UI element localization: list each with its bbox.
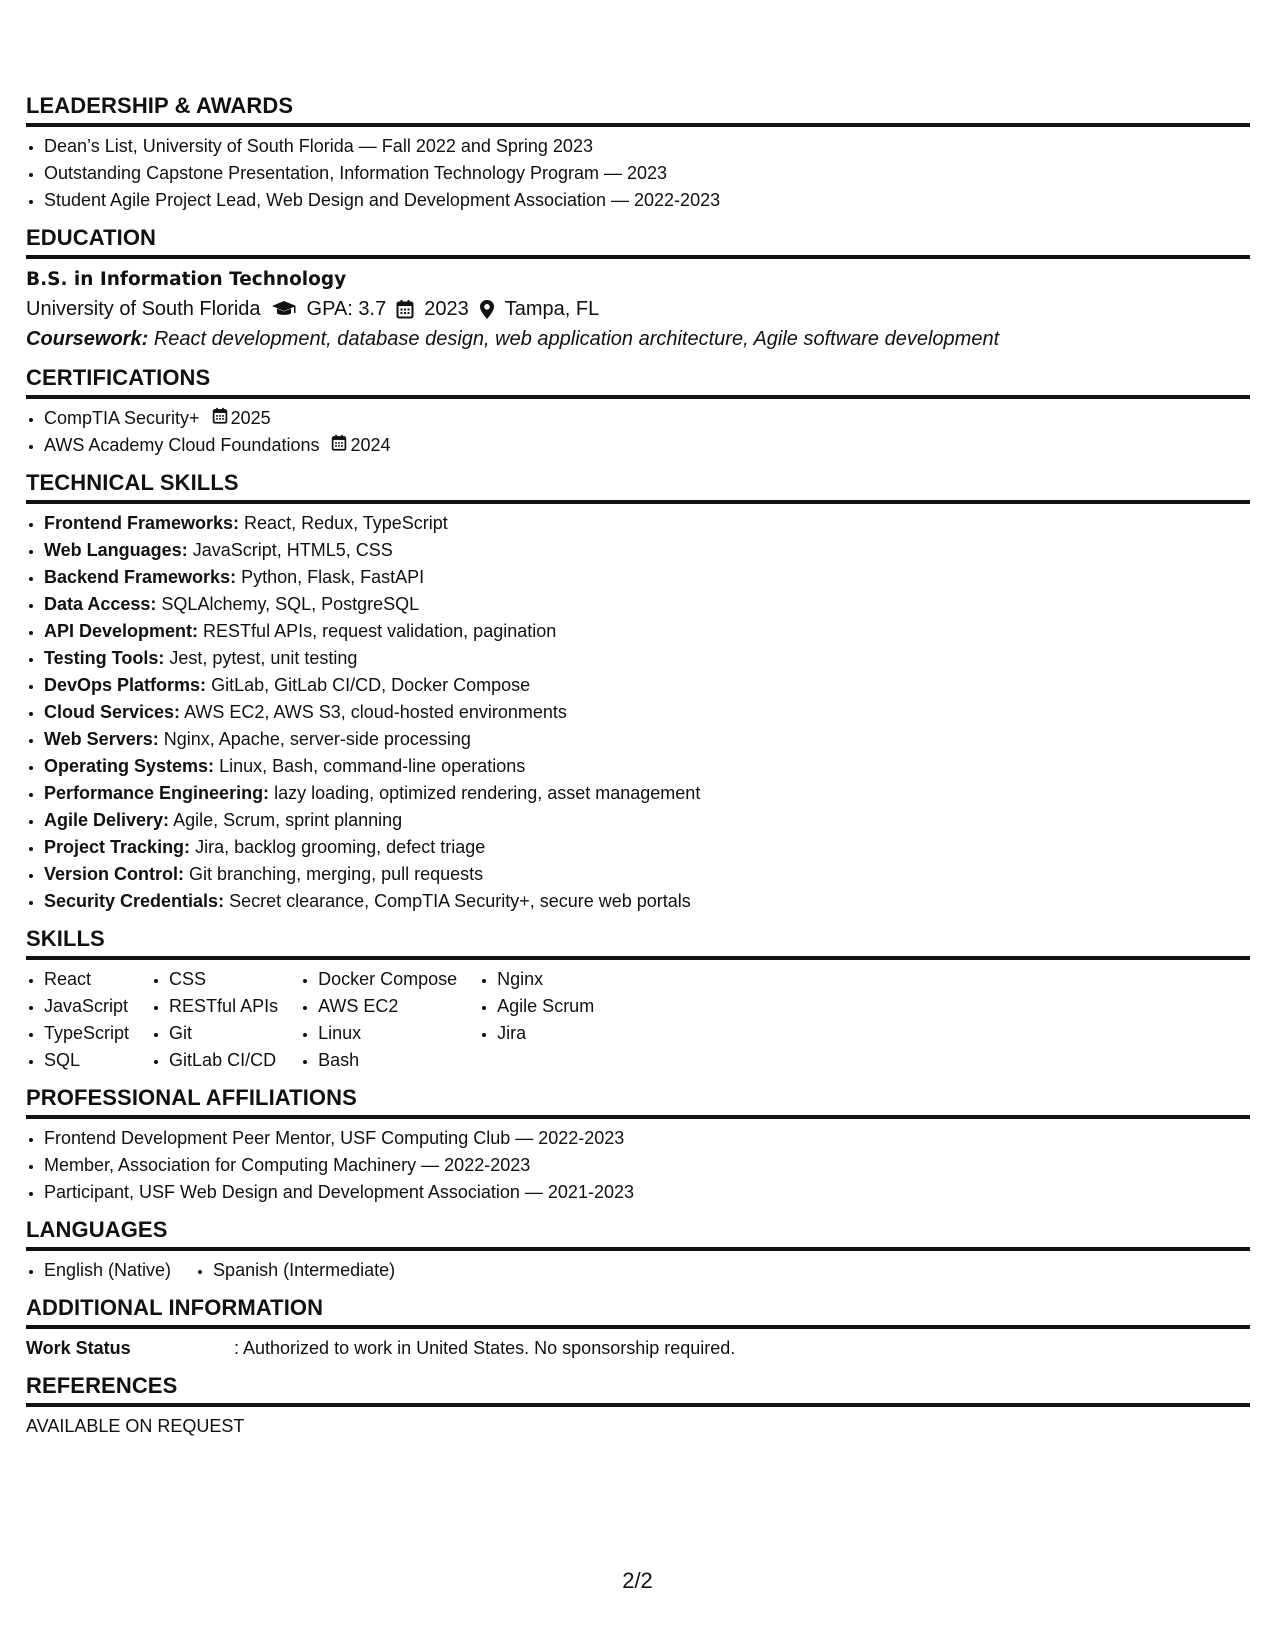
coursework-label: Coursework: bbox=[26, 328, 149, 350]
skill-item: • RESTful APIs bbox=[169, 993, 278, 1020]
skill-item: • CSS bbox=[169, 966, 278, 993]
calendar-icon bbox=[396, 299, 414, 319]
skill-item: • JavaScript bbox=[44, 993, 129, 1020]
certification-year: 2025 bbox=[230, 408, 271, 428]
skill-item: • AWS EC2 bbox=[318, 993, 457, 1020]
skill-item: • Git bbox=[169, 1020, 278, 1047]
skill-value: Agile, Scrum, sprint planning bbox=[173, 810, 403, 830]
references-section bbox=[26, 1372, 1250, 1440]
certification-year: 2024 bbox=[350, 435, 391, 455]
section-title-additional-info: ADDITIONAL INFORMATION bbox=[26, 1295, 324, 1320]
section-title-technical-skills: TECHNICAL SKILLS bbox=[26, 470, 239, 495]
skill-value: Nginx, Apache, server-side processing bbox=[163, 729, 471, 749]
location: Tampa, FL bbox=[504, 298, 600, 320]
location-pin-icon bbox=[479, 299, 495, 320]
list-item bbox=[44, 726, 1250, 753]
section-title-certifications: CERTIFICATIONS bbox=[26, 365, 211, 390]
skill-label: API Development: bbox=[44, 621, 199, 641]
skill-item: • Agile Scrum bbox=[497, 993, 594, 1020]
affiliations-section bbox=[26, 1084, 1250, 1206]
section-divider bbox=[26, 123, 1250, 127]
coursework-text: React development, database design, web application architecture, Agile software development bbox=[153, 328, 1000, 350]
certification-item bbox=[44, 432, 1250, 459]
languages-row bbox=[26, 1257, 1250, 1284]
degree: B.S. in Information Technology bbox=[26, 269, 347, 290]
skill-item: • Jira bbox=[497, 1020, 594, 1047]
education-section bbox=[26, 224, 1250, 354]
school-name: University of South Florida bbox=[26, 298, 261, 320]
skill-label: Data Access: bbox=[44, 594, 157, 614]
skill-item: • GitLab CI/CD bbox=[169, 1047, 278, 1074]
skill-value: Jira, backlog grooming, defect triage bbox=[195, 837, 486, 857]
skill-label: Web Languages: bbox=[44, 540, 188, 560]
education-details bbox=[26, 294, 1250, 324]
leadership-list bbox=[26, 133, 1250, 214]
list-item bbox=[44, 564, 1250, 591]
graduation-cap-icon bbox=[271, 300, 297, 318]
work-status-label: Work Status bbox=[26, 1338, 131, 1358]
section-divider bbox=[26, 1115, 1250, 1119]
skill-item: • Docker Compose bbox=[318, 966, 457, 993]
language-item: • English (Native) bbox=[44, 1257, 171, 1284]
work-status-row bbox=[26, 1335, 1250, 1362]
skill-value: AWS EC2, AWS S3, cloud-hosted environments bbox=[184, 702, 567, 722]
skill-label: Project Tracking: bbox=[44, 837, 191, 857]
gpa: GPA: 3.7 bbox=[306, 298, 387, 320]
skill-label: Testing Tools: bbox=[44, 648, 165, 668]
list-item: • Participant, USF Web Design and Development Association — 2021-2023 bbox=[44, 1179, 1250, 1206]
list-item: • Outstanding Capstone Presentation, Information Technology Program — 2023 bbox=[44, 160, 1250, 187]
skills-column bbox=[26, 966, 129, 1074]
technical-skills-section bbox=[26, 469, 1250, 915]
section-divider bbox=[26, 1325, 1250, 1329]
skill-item: • TypeScript bbox=[44, 1020, 129, 1047]
skill-label: Version Control: bbox=[44, 864, 185, 884]
list-item: • Student Agile Project Lead, Web Design and Development Association — 2022-2023 bbox=[44, 187, 1250, 214]
section-title-leadership: LEADERSHIP & AWARDS bbox=[26, 93, 294, 118]
leadership-section bbox=[26, 92, 1250, 214]
skill-value: lazy loading, optimized rendering, asset management bbox=[274, 783, 701, 803]
affiliations-list bbox=[26, 1125, 1250, 1206]
work-status-value: : Authorized to work in United States. No sponsorship required. bbox=[234, 1338, 736, 1358]
calendar-icon bbox=[331, 432, 350, 459]
skill-label: Agile Delivery: bbox=[44, 810, 170, 830]
skill-item: • React bbox=[44, 966, 129, 993]
language-list bbox=[195, 1257, 395, 1284]
certifications-section bbox=[26, 364, 1250, 459]
section-divider bbox=[26, 500, 1250, 504]
skills-column bbox=[479, 966, 594, 1074]
list-item bbox=[44, 537, 1250, 564]
section-divider bbox=[26, 1247, 1250, 1251]
list-item: • Frontend Development Peer Mentor, USF Computing Club — 2022-2023 bbox=[44, 1125, 1250, 1152]
section-divider bbox=[26, 395, 1250, 399]
skill-label: Performance Engineering: bbox=[44, 783, 270, 803]
list-item bbox=[44, 780, 1250, 807]
list-item bbox=[44, 861, 1250, 888]
language-item: • Spanish (Intermediate) bbox=[213, 1257, 395, 1284]
references-text: AVAILABLE ON REQUEST bbox=[26, 1416, 245, 1436]
skill-label: Frontend Frameworks: bbox=[44, 513, 240, 533]
skill-value: GitLab, GitLab CI/CD, Docker Compose bbox=[211, 675, 531, 695]
list-item bbox=[44, 807, 1250, 834]
skill-value: Python, Flask, FastAPI bbox=[241, 567, 425, 587]
skills-section bbox=[26, 925, 1250, 1074]
section-title-languages: LANGUAGES bbox=[26, 1217, 168, 1242]
section-divider bbox=[26, 1403, 1250, 1407]
skill-item: • SQL bbox=[44, 1047, 129, 1074]
skill-label: Operating Systems: bbox=[44, 756, 215, 776]
skills-column bbox=[300, 966, 457, 1074]
certification-item bbox=[44, 405, 1250, 432]
list-item: • Dean’s List, University of South Florida — Fall 2022 and Spring 2023 bbox=[44, 133, 1250, 160]
skill-value: Git branching, merging, pull requests bbox=[189, 864, 484, 884]
skill-value: Linux, Bash, command-line operations bbox=[219, 756, 526, 776]
skill-label: Web Servers: bbox=[44, 729, 159, 749]
section-divider bbox=[26, 956, 1250, 960]
skill-item: • Linux bbox=[318, 1020, 457, 1047]
skill-value: SQLAlchemy, SQL, PostgreSQL bbox=[161, 594, 420, 614]
graduation-year: 2023 bbox=[424, 298, 469, 320]
skill-value: JavaScript, HTML5, CSS bbox=[192, 540, 393, 560]
languages-section bbox=[26, 1216, 1250, 1284]
section-title-references: REFERENCES bbox=[26, 1373, 178, 1398]
list-item bbox=[44, 672, 1250, 699]
list-item bbox=[44, 753, 1250, 780]
section-divider bbox=[26, 255, 1250, 259]
skill-label: Security Credentials: bbox=[44, 891, 225, 911]
list-item bbox=[44, 618, 1250, 645]
skills-column bbox=[151, 966, 278, 1074]
coursework bbox=[26, 324, 1250, 354]
section-title-education: EDUCATION bbox=[26, 225, 157, 250]
section-title-affiliations: PROFESSIONAL AFFILIATIONS bbox=[26, 1085, 357, 1110]
skill-value: Secret clearance, CompTIA Security+, secure web portals bbox=[229, 891, 691, 911]
additional-info-section bbox=[26, 1294, 1250, 1362]
language-list bbox=[26, 1257, 171, 1284]
list-item bbox=[44, 699, 1250, 726]
certification-name: CompTIA Security+ bbox=[44, 408, 200, 428]
skill-label: Backend Frameworks: bbox=[44, 567, 237, 587]
skill-label: DevOps Platforms: bbox=[44, 675, 207, 695]
calendar-icon bbox=[212, 405, 231, 432]
skill-value: RESTful APIs, request validation, pagination bbox=[203, 621, 557, 641]
list-item bbox=[44, 645, 1250, 672]
skills-grid bbox=[26, 966, 1250, 1074]
skill-value: Jest, pytest, unit testing bbox=[169, 648, 358, 668]
list-item bbox=[44, 834, 1250, 861]
skill-item: • Nginx bbox=[497, 966, 594, 993]
list-item: • Member, Association for Computing Machinery — 2022-2023 bbox=[44, 1152, 1250, 1179]
skill-item: • Bash bbox=[318, 1047, 457, 1074]
certification-name: AWS Academy Cloud Foundations bbox=[44, 435, 320, 455]
list-item bbox=[44, 591, 1250, 618]
certifications-list bbox=[26, 405, 1250, 459]
resume-page bbox=[26, 92, 1250, 1450]
skill-value: React, Redux, TypeScript bbox=[244, 513, 448, 533]
section-title-skills: SKILLS bbox=[26, 926, 105, 951]
page-number: 2/2 bbox=[622, 1568, 653, 1593]
list-item bbox=[44, 510, 1250, 537]
technical-skills-list bbox=[26, 510, 1250, 915]
list-item bbox=[44, 888, 1250, 915]
skill-label: Cloud Services: bbox=[44, 702, 181, 722]
